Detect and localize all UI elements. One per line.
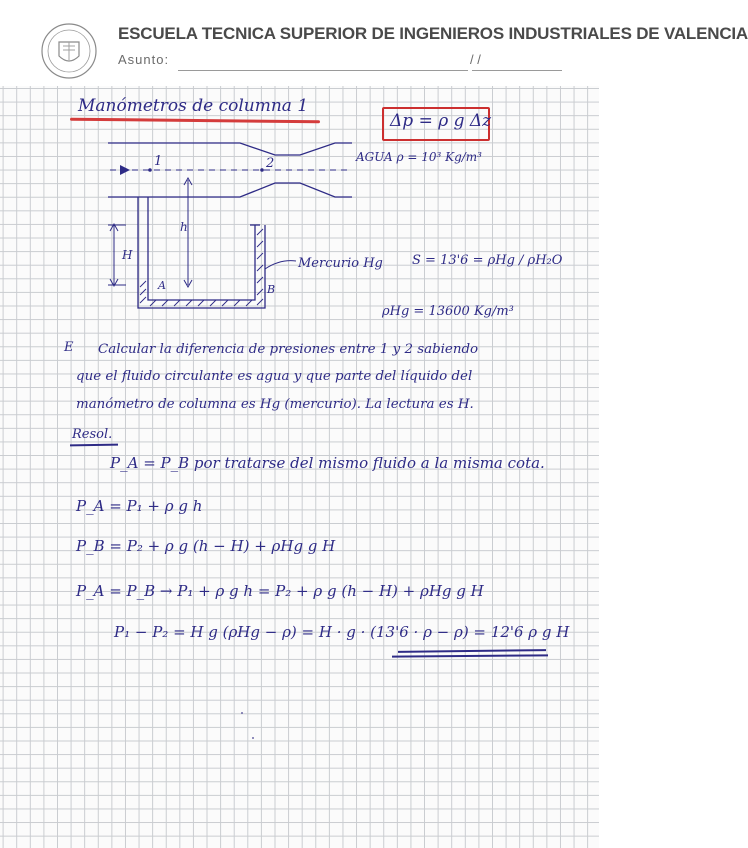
ink-dot bbox=[252, 737, 254, 739]
point-2-marker bbox=[260, 168, 264, 172]
equation-line: P_B = P₂ + ρ g (h − H) + ρHg g H bbox=[76, 537, 336, 555]
point-1-label: 1 bbox=[154, 154, 163, 169]
big-h-label: H bbox=[122, 248, 133, 262]
statement-line: Calcular la diferencia de presiones entre 1 y 2 sabiendo bbox=[98, 342, 479, 357]
point-a-label: A bbox=[158, 279, 166, 292]
result-underline bbox=[392, 654, 548, 657]
mercury-hatching bbox=[140, 229, 263, 306]
equation-line: P_A = P₁ + ρ g h bbox=[76, 497, 203, 515]
relative-density: S = 13'6 = ρHg / ρH₂O bbox=[412, 253, 563, 268]
manometer-diagram bbox=[90, 135, 350, 320]
hydrostatic-formula: Δp = ρ g Δz bbox=[390, 111, 492, 131]
solution-label: Resol. bbox=[72, 427, 113, 442]
problem-marker: E bbox=[64, 340, 74, 355]
mercury-pointer bbox=[265, 261, 296, 269]
letterhead bbox=[0, 0, 748, 86]
flow-arrow-icon bbox=[120, 165, 130, 175]
subject-label: Asunto: bbox=[118, 52, 170, 67]
mercury-density: ρHg = 13600 Kg/m³ bbox=[382, 304, 514, 319]
page-title: Manómetros de columna 1 bbox=[78, 96, 309, 116]
equation-line: P_A = P_B → P₁ + ρ g h = P₂ + ρ g (h − H) + ρHg g H bbox=[76, 582, 484, 600]
university-seal-icon bbox=[40, 22, 98, 80]
mercury-label: Mercurio Hg bbox=[298, 256, 383, 271]
water-density: AGUA ρ = 10³ Kg/m³ bbox=[356, 150, 482, 164]
point-2-label: 2 bbox=[266, 156, 275, 171]
point-1-marker bbox=[148, 168, 152, 172]
h-label: h bbox=[180, 220, 188, 234]
ink-dot bbox=[241, 712, 243, 714]
subject-line bbox=[178, 70, 468, 71]
school-name: ESCUELA TECNICA SUPERIOR DE INGENIEROS INDUSTRIALES DE VALENCIA bbox=[118, 24, 748, 43]
statement-line: manómetro de columna es Hg (mercurio). La lectura es H. bbox=[76, 397, 474, 412]
solution-underline bbox=[70, 444, 118, 446]
pipe-lower-wall bbox=[108, 183, 352, 197]
result-equation: P₁ − P₂ = H g (ρHg − ρ) = H · g · (13'6 · ρ − ρ) = 12'6 ρ g H bbox=[114, 623, 570, 641]
result-underline bbox=[398, 649, 546, 652]
pipe-upper-wall bbox=[108, 143, 352, 155]
title-underline bbox=[70, 118, 320, 124]
equation-line: P_A = P_B por tratarse del mismo fluido a la misma cota. bbox=[110, 454, 545, 472]
date-line bbox=[472, 70, 562, 71]
point-b-label: B bbox=[267, 283, 276, 296]
statement-line: que el fluido circulante es agua y que parte del líquido del bbox=[76, 369, 473, 384]
date-field: / / bbox=[470, 52, 481, 67]
